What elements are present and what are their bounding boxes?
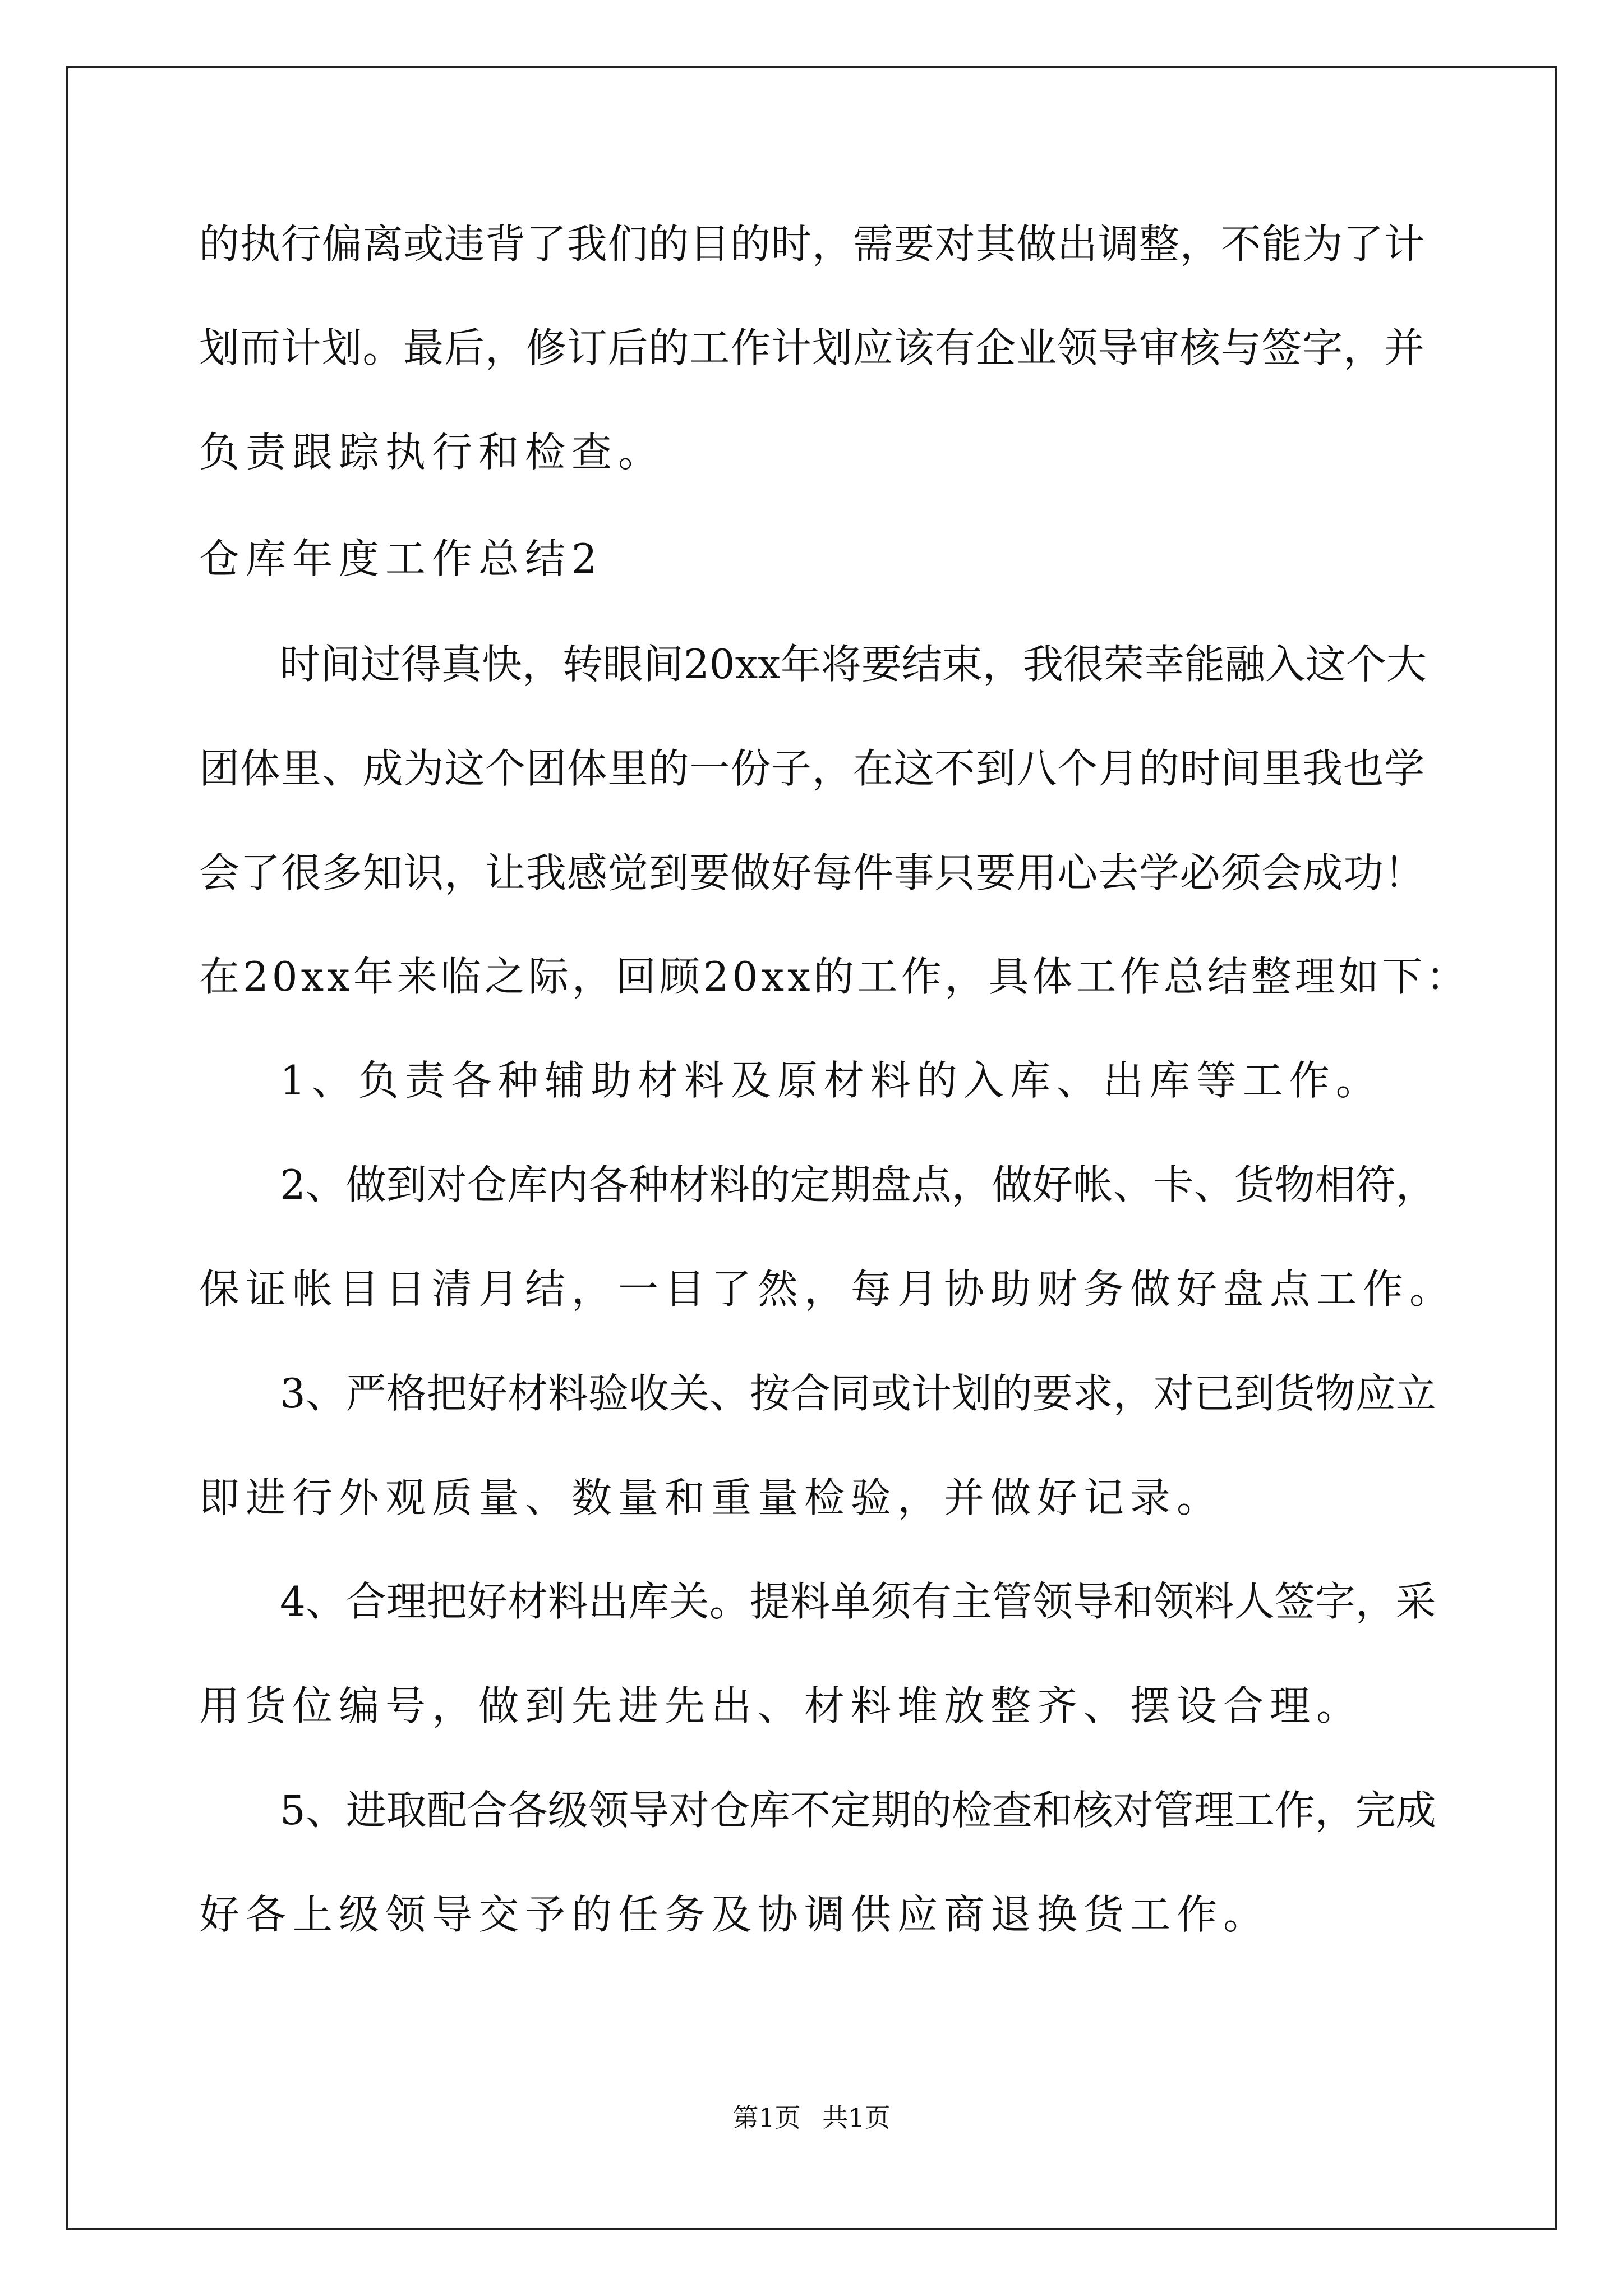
text-line: 划而计划。最后，修订后的工作计划应该有企业领导审核与签字，并 <box>199 324 1424 371</box>
list-item: 2、做到对仓库内各种材料的定期盘点，做好帐、卡、货物相符， <box>280 1161 1436 1208</box>
text-line: 团体里、成为这个团体里的一份子，在这不到八个月的时间里我也学 <box>199 745 1424 792</box>
list-item: 4、合理把好材料出库关。提料单须有主管领导和领料人签字，采 <box>280 1578 1436 1625</box>
page-number: 第1页 <box>732 2102 801 2133</box>
page-footer <box>0 2101 1623 2134</box>
section-heading: 仓库年度工作总结2 <box>199 535 603 582</box>
text-line: 好各上级领导交予的任务及协调供应商退换货工作。 <box>199 1891 1270 1938</box>
page-total: 共1页 <box>822 2102 891 2133</box>
text-line: 时间过得真快，转眼间20xx年将要结束，我很荣幸能融入这个大 <box>280 641 1427 688</box>
list-item: 1、负责各种辅助材料及原材料的入库、出库等工作。 <box>280 1057 1382 1104</box>
list-item: 3、严格把好材料验收关、按合同或计划的要求，对已到货物应立 <box>280 1370 1436 1417</box>
list-item: 5、进取配合各级领导对仓库不定期的检查和核对管理工作，完成 <box>280 1787 1436 1834</box>
text-line: 负责跟踪执行和检查。 <box>199 429 665 476</box>
text-line: 用货位编号，做到先进先出、材料堆放整齐、摆设合理。 <box>199 1682 1363 1729</box>
text-line: 的执行偏离或违背了我们的目的时，需要对其做出调整，不能为了计 <box>199 220 1424 268</box>
text-line: 会了很多知识，让我感觉到要做好每件事只要用心去学必须会成功！ <box>199 849 1424 896</box>
text-line: 在20xx年来临之际，回顾20xx的工作，具体工作总结整理如下： <box>199 953 1470 1000</box>
text-line: 保证帐目日清月结，一目了然，每月协助财务做好盘点工作。 <box>199 1266 1456 1313</box>
text-line: 即进行外观质量、数量和重量检验，并做好记录。 <box>199 1474 1224 1521</box>
